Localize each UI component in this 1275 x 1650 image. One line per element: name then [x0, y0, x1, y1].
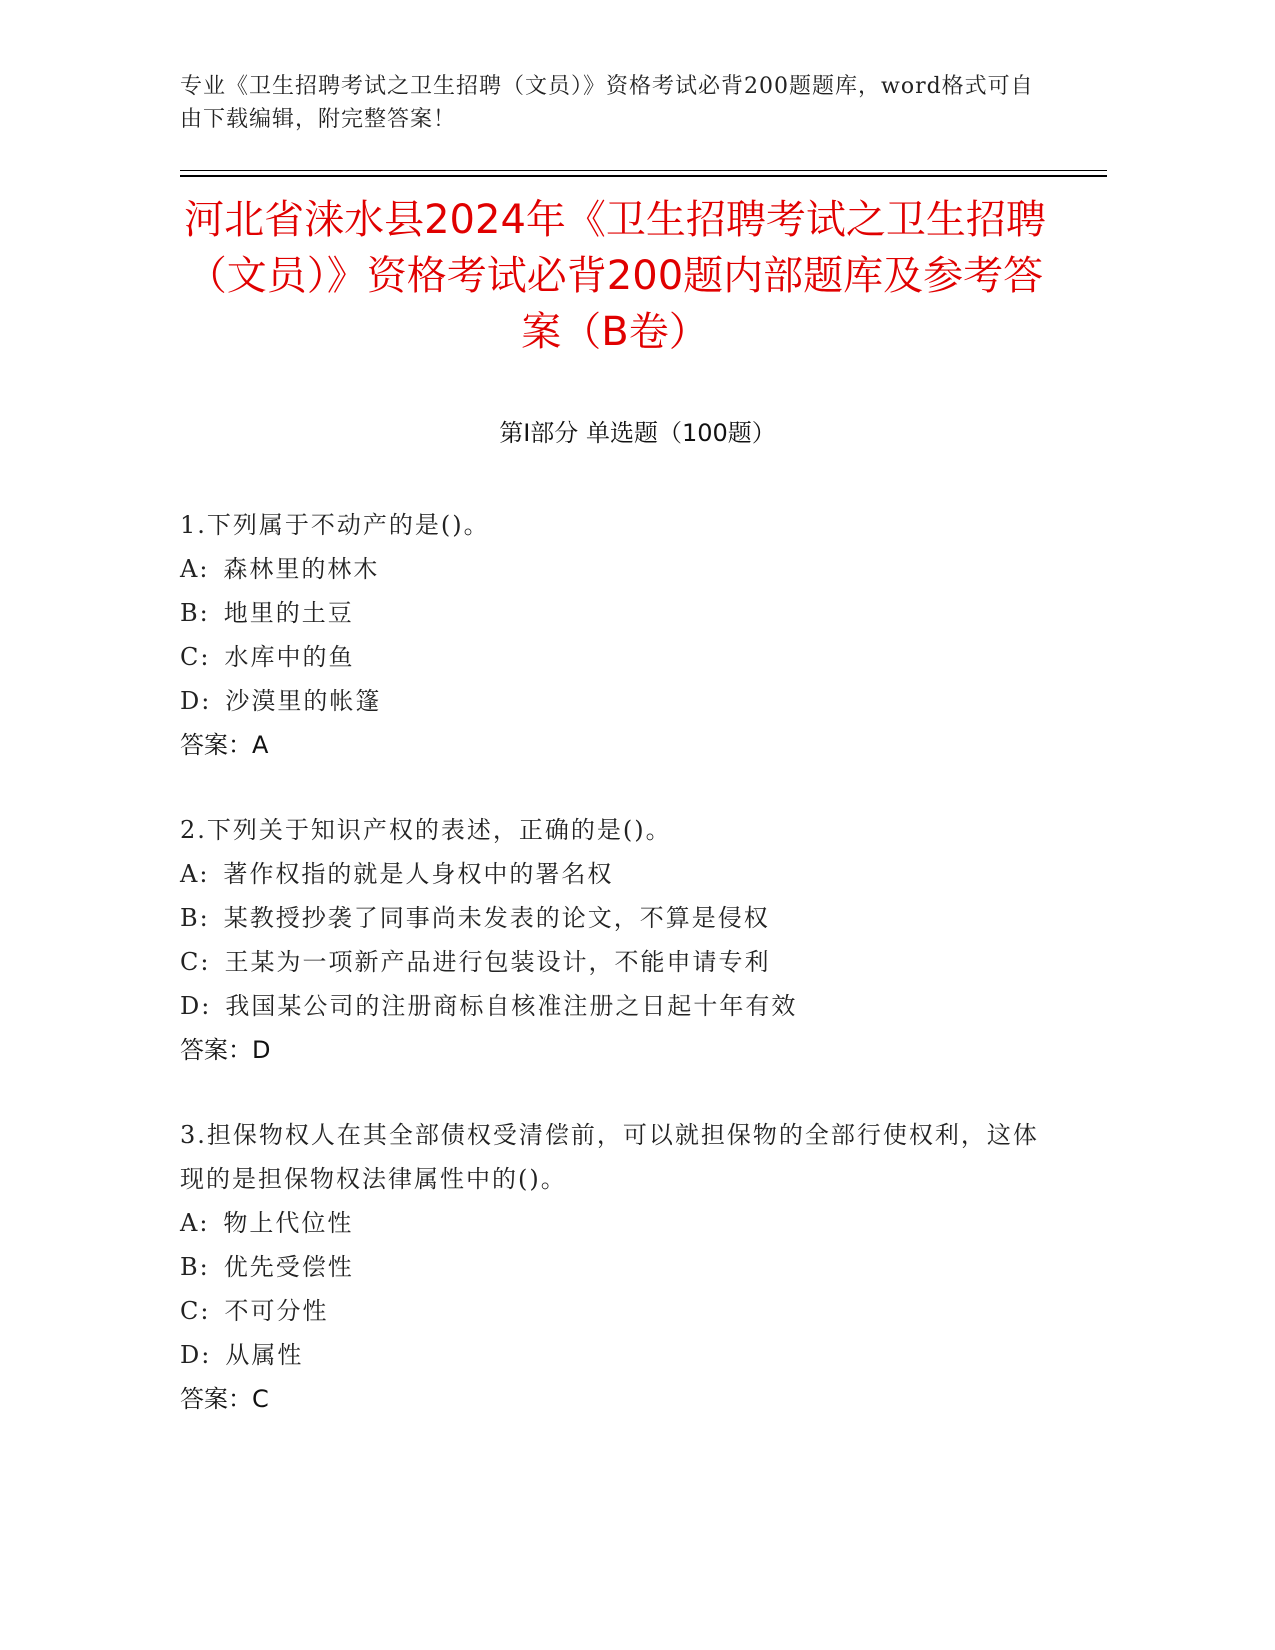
option-text: 沙漠里的帐篷 [225, 687, 382, 715]
option-key: B: [180, 904, 210, 932]
option-key: A: [180, 1209, 210, 1237]
option-b [180, 896, 1060, 940]
option-a [180, 547, 1060, 591]
option-text: 某教授抄袭了同事尚未发表的论文，不算是侵权 [223, 904, 770, 932]
option-text: 著作权指的就是人身权中的署名权 [223, 860, 614, 888]
option-text: 森林里的林木 [223, 555, 380, 583]
document-title: 河北省涞水县2024年《卫生招聘考试之卫生招聘（文员）》资格考试必背200题内部题库及参考答案（B卷） [184, 197, 1046, 355]
option-key: B: [180, 1253, 210, 1281]
header-note: 专业《卫生招聘考试之卫生招聘（文员）》资格考试必背200题题库，word格式可自由下载编辑，附完整答案！ [180, 74, 1034, 132]
question-2 [180, 808, 1060, 1072]
option-text: 从属性 [225, 1341, 304, 1369]
answer-line: 答案：D [180, 1036, 271, 1064]
option-d [180, 984, 1060, 1028]
option-key: A: [180, 555, 210, 583]
question-stem: 3.担保物权人在其全部债权受清偿前，可以就担保物的全部行使权利，这体现的是担保物权法律属性中的()。 [180, 1121, 1039, 1193]
option-c [180, 1289, 1060, 1333]
question-stem: 1.下列属于不动产的是()。 [180, 511, 490, 539]
option-key: D: [180, 687, 212, 715]
section-title: 第Ⅰ部分 单选题（100题） [499, 419, 776, 447]
option-key: D: [180, 992, 212, 1020]
option-text: 地里的土豆 [223, 599, 354, 627]
option-key: C: [180, 1297, 211, 1325]
option-key: D: [180, 1341, 212, 1369]
option-c [180, 635, 1060, 679]
option-key: C: [180, 643, 211, 671]
option-key: C: [180, 948, 211, 976]
option-a [180, 1201, 1060, 1245]
option-text: 物上代位性 [223, 1209, 354, 1237]
option-key: A: [180, 860, 210, 888]
question-3 [180, 1113, 1060, 1421]
option-text: 王某为一项新产品进行包装设计，不能申请专利 [224, 948, 771, 976]
option-text: 优先受偿性 [223, 1253, 354, 1281]
header-rule-thick [180, 175, 1107, 177]
option-a [180, 852, 1060, 896]
option-d [180, 1333, 1060, 1377]
option-b [180, 591, 1060, 635]
option-text: 不可分性 [224, 1297, 329, 1325]
option-text: 水库中的鱼 [224, 643, 355, 671]
header-rule-thin [180, 170, 1107, 171]
option-b [180, 1245, 1060, 1289]
option-c [180, 940, 1060, 984]
option-key: B: [180, 599, 210, 627]
option-d [180, 679, 1060, 723]
option-text: 我国某公司的注册商标自核准注册之日起十年有效 [225, 992, 798, 1020]
question-1 [180, 503, 1060, 767]
question-stem: 2.下列关于知识产权的表述，正确的是()。 [180, 816, 672, 844]
answer-line: 答案：C [180, 1385, 269, 1413]
answer-line: 答案：A [180, 731, 269, 759]
